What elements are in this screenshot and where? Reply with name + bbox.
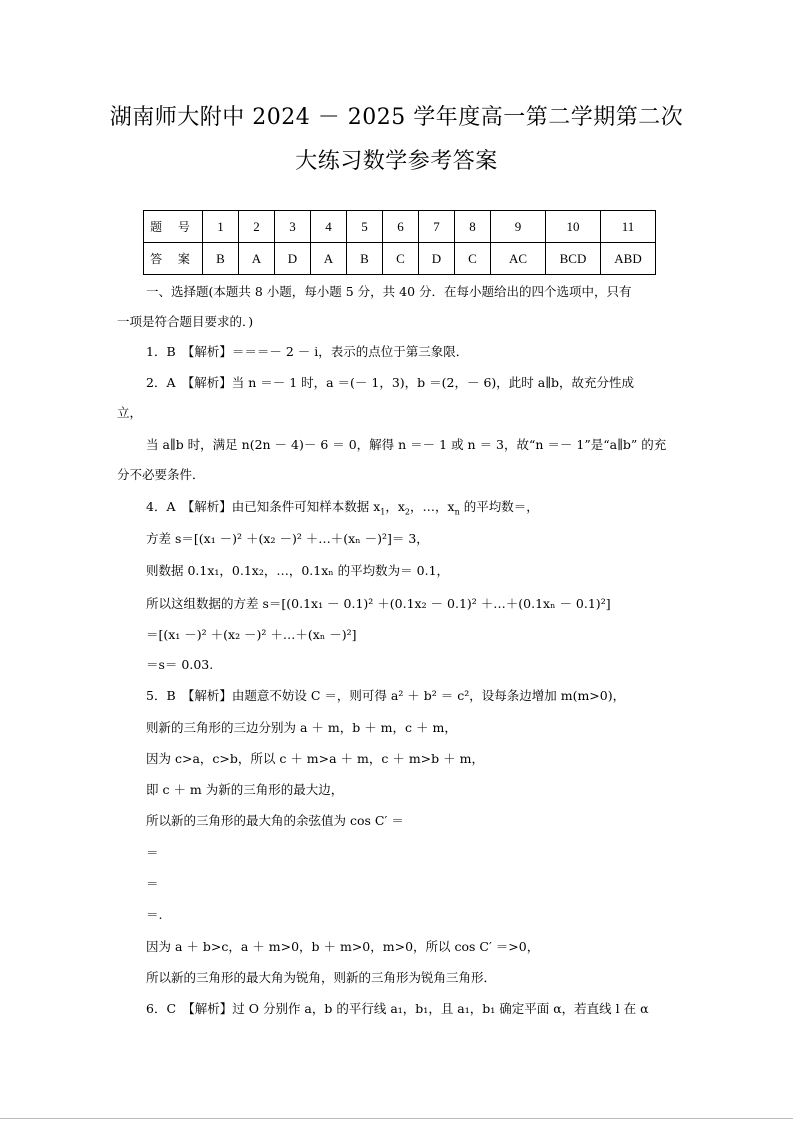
solution-q4-line1: 4．A 【解析】由已知条件可知样本数据 $x_1$，$x_2$，…，$x_n$ 的平均数＝， — [146, 499, 539, 517]
solution-q6: 6．C 【解析】过 O 分别作 a，b 的平行线 a₁，b₁，且 a₁，b₁ 确定平面 α，若直线 l 在 α — [146, 1001, 649, 1016]
question-number: 10 — [546, 211, 601, 243]
solution-q4-line3: 则数据 0.1x₁，0.1x₂，…，0.1xₙ 的平均数为＝ 0.1， — [146, 563, 450, 578]
solution-q2-line4: 分不必要条件． — [117, 467, 205, 482]
answer-cell: D — [275, 243, 311, 275]
solution-q5-line3: 因为 c>a，c>b，所以 c ＋ m>a ＋ m，c ＋ m>b ＋ m， — [146, 751, 484, 766]
answer-cell: A — [239, 243, 275, 275]
solution-q5-line8: ＝. — [146, 907, 163, 922]
question-number: 2 — [239, 211, 275, 243]
solution-q5-line9: 因为 a ＋ b>c，a ＋ m>0，b ＋ m>0，m>0，所以 cos C′ ＝>0， — [146, 939, 540, 954]
solution-q4-line4: 所以这组数据的方差 s＝[(0.1x₁ － 0.1)² ＋(0.1x₂ － 0.1)² ＋…＋(0.1xₙ － 0.1)²] — [146, 596, 611, 611]
solution-q4-line2: 方差 s＝[(x₁ －)² ＋(x₂ －)² ＋…＋(xₙ －)²]＝ 3， — [146, 531, 429, 546]
solution-q4-line5: ＝[(x₁ －)² ＋(x₂ －)² ＋…＋(xₙ －)²] — [146, 627, 357, 642]
question-number-label: 题 号 — [144, 211, 203, 243]
q4-text-a: 4．A 【解析】由已知条件可知样本数据 x — [146, 499, 381, 514]
solution-q5-line1: 5．B 【解析】由题意不妨设 C ＝，则可得 a² ＋ b² ＝ c²，设每条边增加 m(m>0)， — [146, 688, 626, 703]
solution-q5-line2: 则新的三角形的三边分别为 a ＋ m，b ＋ m，c ＋ m， — [146, 720, 457, 735]
answer-label: 答 案 — [144, 243, 203, 275]
question-number: 4 — [311, 211, 347, 243]
solution-q1: 1．B 【解析】＝＝＝－ 2 － i，表示的点位于第三象限． — [146, 344, 469, 359]
answer-table-number-row — [144, 211, 656, 243]
answer-cell: C — [455, 243, 491, 275]
solution-q5-line4: 即 c ＋ m 为新的三角形的最大边， — [146, 782, 344, 797]
solution-q2-line2: 立， — [117, 405, 143, 420]
question-number: 9 — [491, 211, 546, 243]
question-number: 8 — [455, 211, 491, 243]
question-number: 5 — [347, 211, 383, 243]
answer-cell: BCD — [546, 243, 601, 275]
solution-q2-line1: 2．A 【解析】当 n ＝－ 1 时，a ＝(－ 1，3)，b ＝(2，－ 6)，此时 a∥b，故充分性成 — [146, 375, 634, 390]
page-bottom-rule — [0, 1118, 793, 1119]
solution-q5-line7: ＝ — [146, 876, 159, 891]
answer-table-answer-row — [144, 243, 656, 275]
question-number: 1 — [203, 211, 239, 243]
section-heading-line1: 一、选择题(本题共 8 小题，每小题 5 分，共 40 分．在每小题给出的四个选项中，只有 — [146, 284, 632, 299]
answer-table — [143, 210, 656, 275]
solution-q5-line5: 所以新的三角形的最大角的余弦值为 cos C′ ＝ — [146, 813, 404, 828]
answer-cell: B — [203, 243, 239, 275]
question-number: 7 — [419, 211, 455, 243]
solution-q2-line3: 当 a∥b 时，满足 n(2n － 4)－ 6 ＝ 0，解得 n ＝－ 1 或 n ＝ 3，故“n ＝－ 1”是“a∥b” 的充 — [146, 437, 667, 452]
solution-q4-line6: ＝s＝ 0.03. — [146, 657, 214, 672]
answer-cell: A — [311, 243, 347, 275]
answer-cell: ABD — [601, 243, 656, 275]
doc-title-line1: 湖南师大附中 2024 － 2025 学年度高一第二学期第二次 — [109, 105, 684, 130]
answer-cell: D — [419, 243, 455, 275]
question-number: 6 — [383, 211, 419, 243]
question-number: 3 — [275, 211, 311, 243]
question-number: 11 — [601, 211, 656, 243]
answer-cell: B — [347, 243, 383, 275]
q4-text-d: 的平均数＝， — [459, 499, 539, 514]
answer-cell: AC — [491, 243, 546, 275]
answer-cell: C — [383, 243, 419, 275]
section-heading-line2: 一项是符合题目要求的．) — [117, 314, 254, 329]
doc-title-line2: 大练习数学参考答案 — [295, 149, 498, 174]
q4-text-c: ，…，x — [410, 499, 455, 514]
solution-q5-line10: 所以新的三角形的最大角为锐角，则新的三角形为锐角三角形． — [146, 970, 497, 985]
solution-q5-line6: ＝ — [146, 845, 159, 860]
q4-text-b: ，x — [385, 499, 405, 514]
